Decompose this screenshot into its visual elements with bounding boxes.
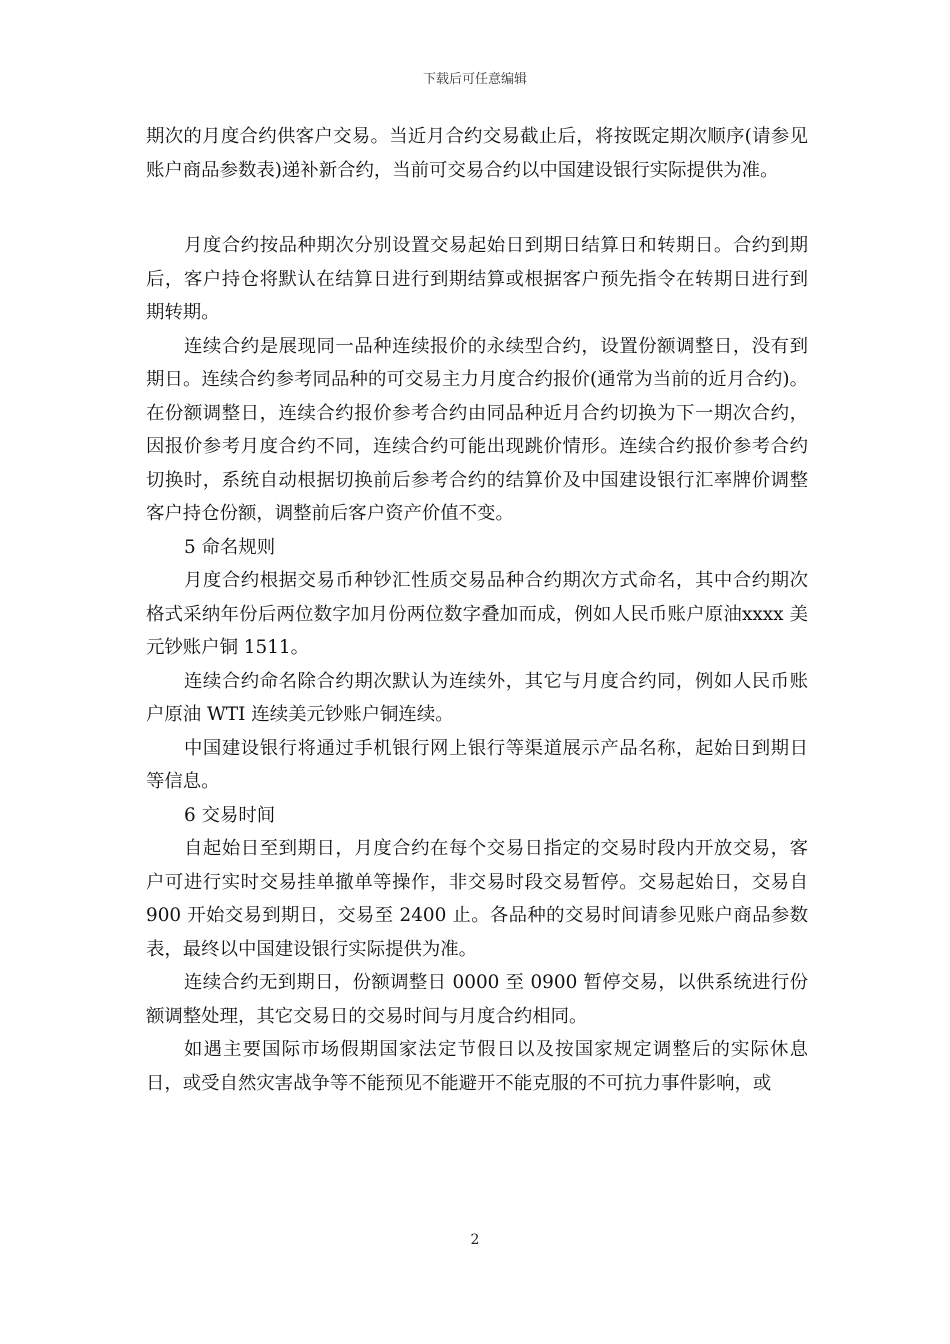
paragraph-holidays: 如遇主要国际市场假期国家法定节假日以及按国家规定调整后的实际休息日，或受自然灾害战争等不能预见不能避开不能克服的不可抗力事件影响，或 [146,1039,808,1094]
paragraph-continuous-hours: 连续合约无到期日，份额调整日 0000 至 0900 暂停交易，以供系统进行份额调整处理，其它交易日的交易时间与月度合约相同。 [146,972,808,1027]
paragraph-monthly-naming: 月度合约根据交易币种钞汇性质交易品种合约期次方式命名，其中合约期次格式采纳年份后两位数字加月份两位数字叠加而成，例如人民币账户原油xxxx 美元钞账户铜 1511。 [146,570,808,658]
paragraph-trading-hours: 自起始日至到期日，月度合约在每个交易日指定的交易时段内开放交易，客户可进行实时交易挂单撤单等操作，非交易时段交易暂停。交易起始日，交易自 900 开始交易到期日，交易至 2400 止。各品种的交易时间请参见账户商品参数表，最终以中国建设银行实际提供为准。 [146,838,808,960]
section-heading-naming-rules: 5 命名规则 [184,536,276,558]
paragraph-continuous-naming: 连续合约命名除合约期次默认为连续外，其它与月度合约同，例如人民币账户原油 WTI 连续美元钞账户铜连续。 [146,670,808,725]
paragraph-continuation: 期次的月度合约供客户交易。当近月合约交易截止后，将按既定期次顺序(请参见账户商品参数表)递补新合约，当前可交易合约以中国建设银行实际提供为准。 [146,126,808,181]
page-number: 2 [470,1232,480,1248]
document-body [146,120,808,1100]
section-heading-trading-hours: 6 交易时间 [184,804,276,826]
paragraph-continuous-contract: 连续合约是展现同一品种连续报价的永续型合约，设置份额调整日，没有到期日。连续合约参考同品种的可交易主力月度合约报价(通常为当前的近月合约)。在份额调整日，连续合约报价参考合约由同品种近月合约切换为下一期次合约，因报价参考月度合约不同，连续合约可能出现跳价情形。连续合约报价参考合约切换时，系统自动根据切换前后参考合约的结算价及中国建设银行汇率牌价调整客户持仓份额，调整前后客户资产价值不变。 [146,335,808,524]
page-header: 下载后可任意编辑 [422,72,527,87]
paragraph-channels: 中国建设银行将通过手机银行网上银行等渠道展示产品名称，起始日到期日等信息。 [146,737,808,792]
paragraph-monthly-contract-dates: 月度合约按品种期次分别设置交易起始日到期日结算日和转期日。合约到期后，客户持仓将默认在结算日进行到期结算或根据客户预先指令在转期日进行到期转期。 [146,235,808,323]
